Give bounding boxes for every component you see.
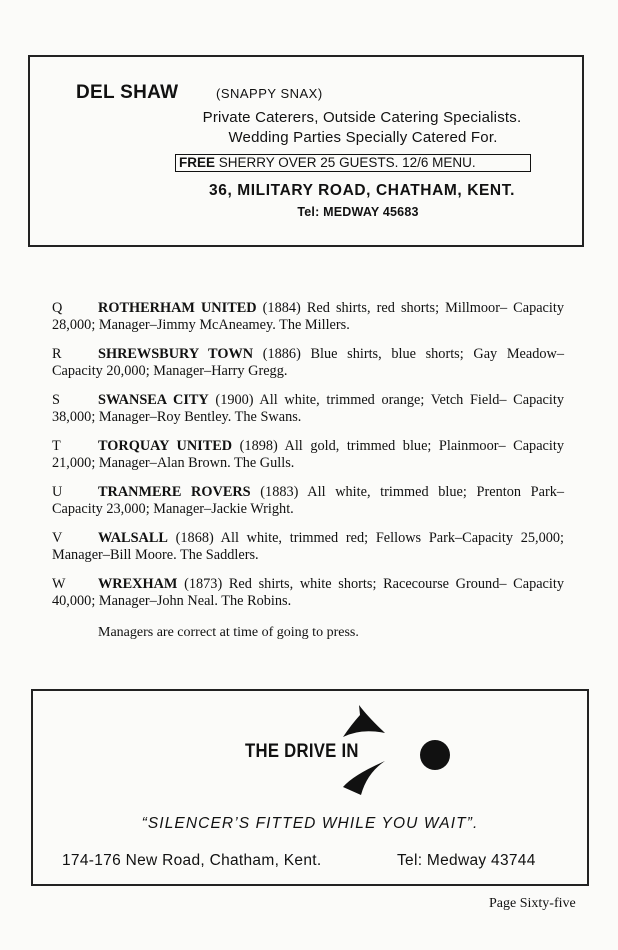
advert-nickname: (SNAPPY SNAX) [216, 86, 323, 101]
offer-text: SHERRY OVER 25 GUESTS. 12/6 MENU. [215, 155, 476, 170]
arrow-bottom-icon [343, 761, 385, 795]
advert-business-name: DEL SHAW [76, 82, 179, 103]
club-entry [52, 576, 564, 610]
club-details: (1886) Blue shirts, blue shorts; Gay Meadow–Capacity 20,000; Manager–Harry Gregg. [52, 346, 564, 379]
club-list [52, 300, 564, 622]
club-details: (1868) All white, trimmed red; Fellows Park–Capacity 25,000; Manager–Bill Moore. The Saddlers. [52, 530, 564, 563]
logo-circle-icon [420, 740, 450, 770]
club-name: SWANSEA CITY [98, 392, 209, 408]
club-entry [52, 300, 564, 334]
advert-line-1: Private Caterers, Outside Catering Specialists. [202, 109, 522, 126]
drive-in-address: 174-176 New Road, Chatham, Kent. [62, 852, 322, 869]
club-entry [52, 392, 564, 426]
club-letter: W [52, 576, 66, 592]
club-name: SHREWSBURY TOWN [98, 346, 254, 362]
managers-note: Managers are correct at time of going to press. [98, 625, 359, 640]
club-details: (1898) All gold, trimmed blue; Plainmoor– Capacity 21,000; Manager–Alan Brown. The Gulls. [52, 438, 564, 471]
club-name: TORQUAY UNITED [98, 438, 233, 454]
club-name: ROTHERHAM UNITED [98, 300, 257, 316]
club-details: (1884) Red shirts, red shorts; Millmoor– Capacity 28,000; Manager–Jimmy McAneamey. The Millers. [52, 300, 564, 333]
arrow-top-icon [343, 705, 385, 737]
advert-line-2: Wedding Parties Specially Catered For. [228, 129, 498, 146]
club-entry [52, 438, 564, 472]
club-entry [52, 484, 564, 518]
club-entry [52, 346, 564, 380]
advert-address: 36, MILITARY ROAD, CHATHAM, KENT. [209, 182, 515, 199]
club-letter: U [52, 484, 63, 500]
del-shaw-advert [28, 55, 584, 247]
club-letter: T [52, 438, 61, 454]
club-letter: R [52, 346, 62, 362]
club-details: (1900) All white, trimmed orange; Vetch Field– Capacity 38,000; Manager–Roy Bentley. The Swans. [52, 392, 564, 425]
offer-free: FREE [179, 155, 216, 170]
club-letter: Q [52, 300, 63, 316]
drive-in-advert [31, 689, 589, 886]
advert-telephone: Tel: MEDWAY 45683 [297, 205, 419, 219]
club-name: WREXHAM [98, 576, 178, 592]
drive-in-slogan: “SILENCER’S FITTED WHILE YOU WAIT”. [141, 815, 479, 832]
club-letter: S [52, 392, 60, 408]
club-letter: V [52, 530, 63, 546]
club-entry [52, 530, 564, 564]
club-details: (1873) Red shirts, white shorts; Racecourse Ground– Capacity 40,000; Manager–John Neal. The Robins. [52, 576, 564, 609]
page-number: Page Sixty-five [489, 896, 576, 911]
drive-in-name: THE DRIVE IN [245, 741, 359, 762]
club-details: (1883) All white, trimmed blue; Prenton Park–Capacity 23,000; Manager–Jackie Wright. [52, 484, 564, 517]
drive-in-telephone: Tel: Medway 43744 [397, 852, 536, 869]
club-name: TRANMERE ROVERS [98, 484, 251, 500]
club-name: WALSALL [98, 530, 168, 546]
advert-offer-box [175, 154, 531, 172]
